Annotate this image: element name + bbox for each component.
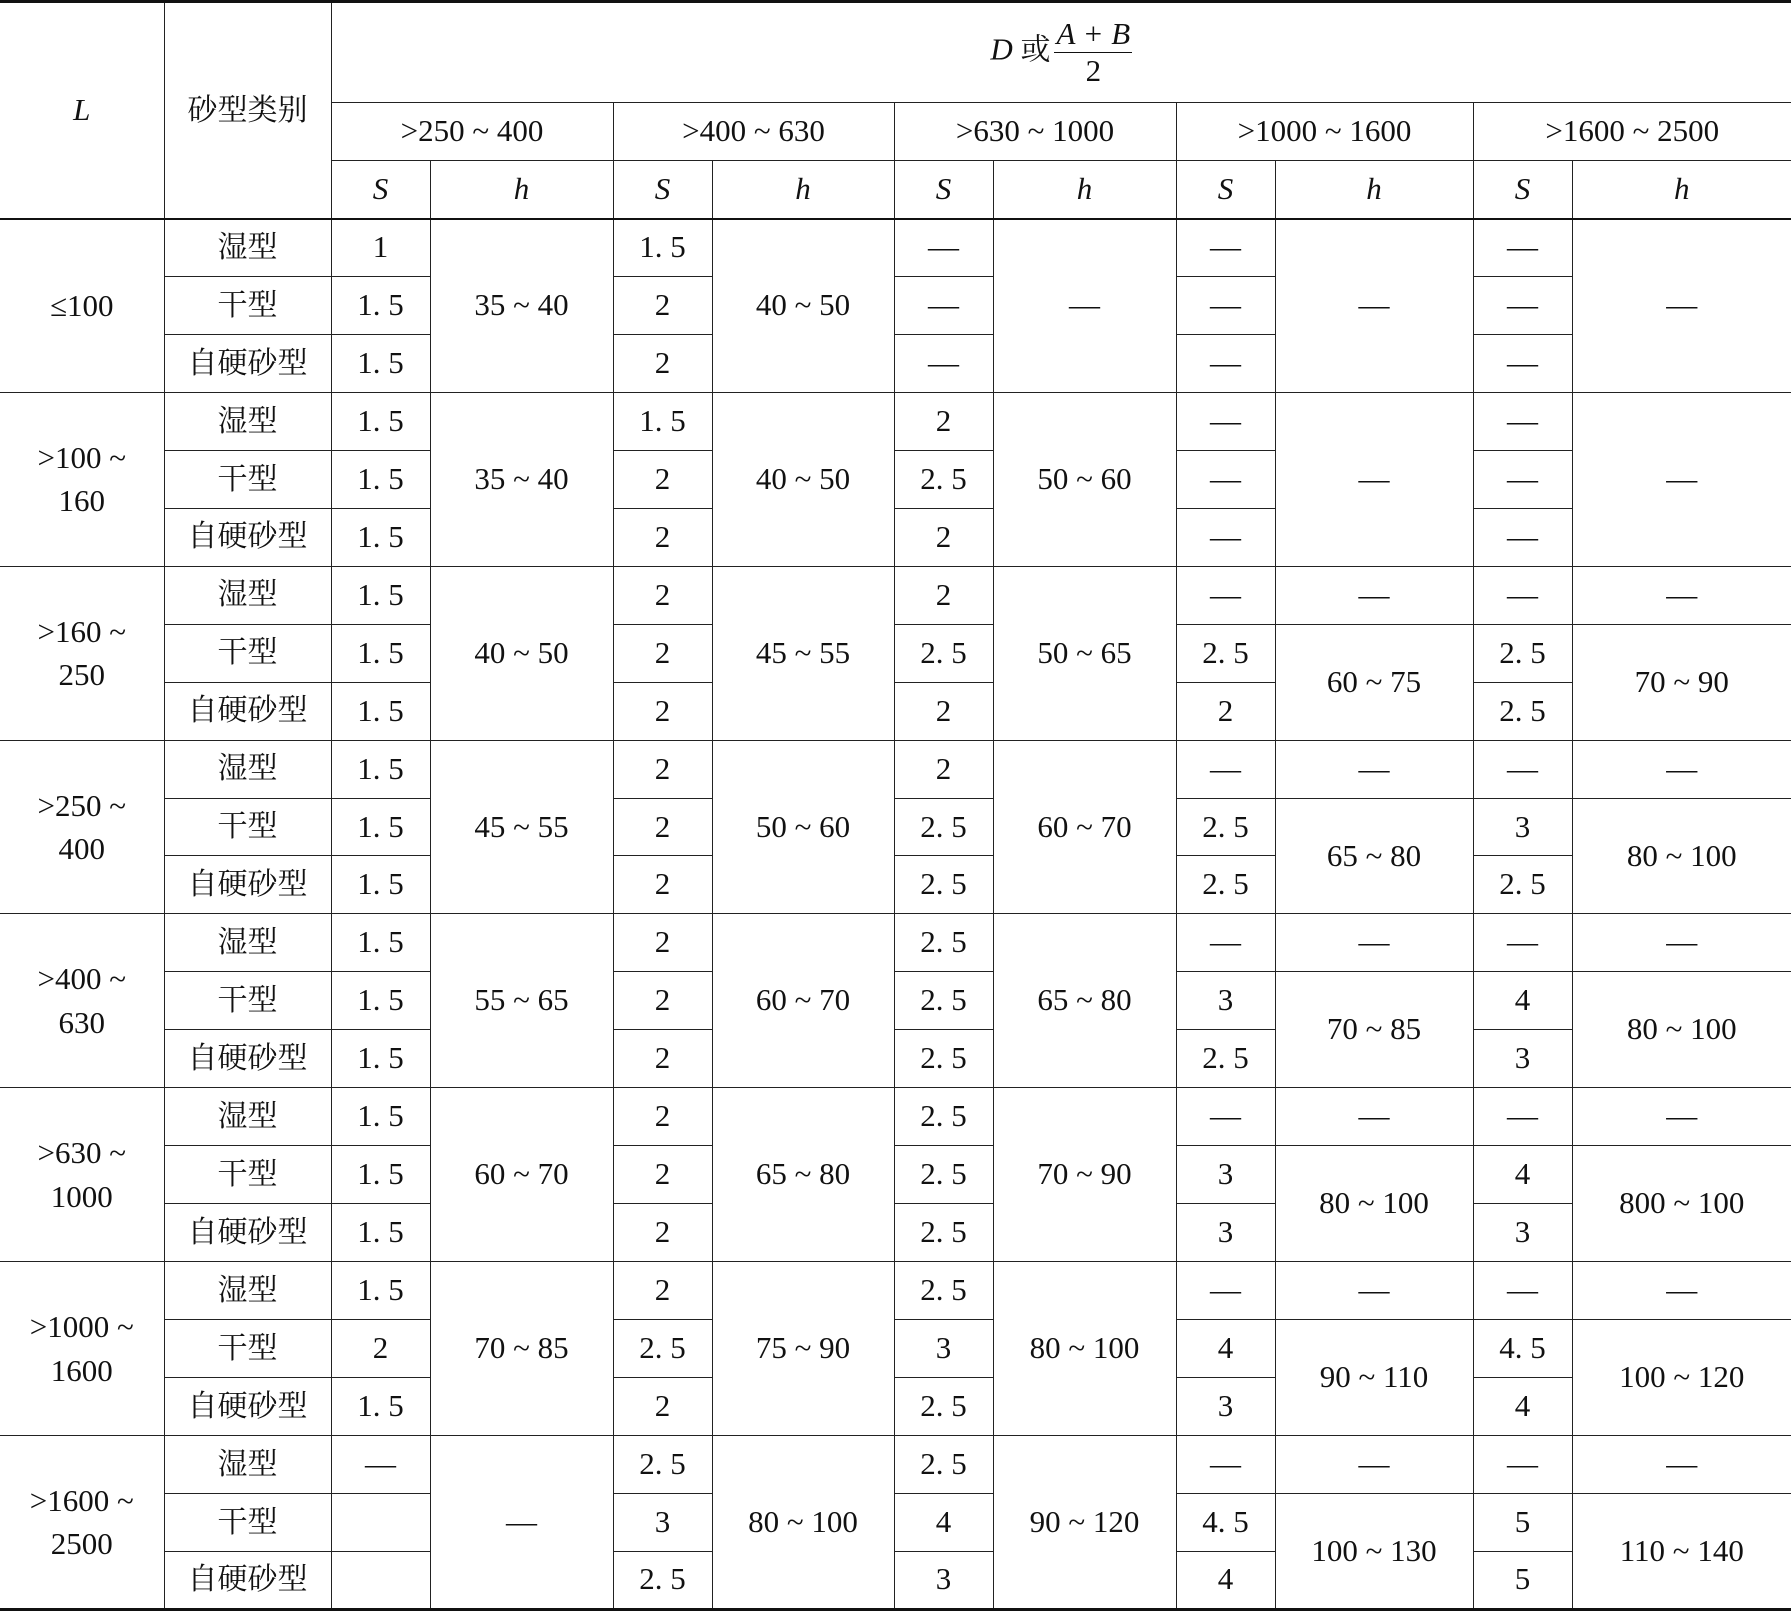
s-value-cell: 4	[1473, 1146, 1572, 1204]
s-value-cell: 2	[613, 1204, 712, 1262]
h-value-cell: 45 ~ 55	[712, 566, 894, 740]
s-value-cell: 2	[613, 914, 712, 972]
s-value-cell: —	[331, 1436, 430, 1494]
header-h-3: h	[993, 161, 1176, 219]
h-value-cell: 65 ~ 80	[993, 914, 1176, 1088]
h-value-cell: 90 ~ 120	[993, 1436, 1176, 1610]
sand-type-cell: 自硬砂型	[164, 856, 331, 914]
h-value-cell: 45 ~ 55	[430, 740, 613, 914]
s-value-cell: 2. 5	[894, 914, 993, 972]
h-value-cell: 60 ~ 70	[712, 914, 894, 1088]
table-row	[0, 219, 1791, 277]
s-value-cell: 2. 5	[1176, 798, 1275, 856]
sand-type-cell: 干型	[164, 972, 331, 1030]
s-value-cell: —	[1473, 450, 1572, 508]
l-range-cell: >160 ~ 250	[0, 566, 164, 740]
s-value-cell: 1. 5	[331, 624, 430, 682]
h-value-cell: 55 ~ 65	[430, 914, 613, 1088]
s-value-cell: 2. 5	[1176, 624, 1275, 682]
header-range-5: >1600 ~ 2500	[1473, 103, 1791, 161]
s-value-cell: 3	[1473, 1204, 1572, 1262]
s-value-cell: —	[1176, 276, 1275, 334]
s-value-cell: 2	[894, 392, 993, 450]
h-value-cell: 70 ~ 90	[993, 1088, 1176, 1262]
table-row	[0, 1551, 1791, 1609]
sand-type-cell: 湿型	[164, 914, 331, 972]
table-header	[0, 2, 1791, 219]
sand-type-cell: 自硬砂型	[164, 682, 331, 740]
table-row	[0, 1030, 1791, 1088]
h-value-cell: 110 ~ 140	[1572, 1493, 1791, 1609]
s-value-cell: 2	[613, 856, 712, 914]
s-value-cell: —	[1176, 914, 1275, 972]
table-row	[0, 1146, 1791, 1204]
sand-type-cell: 干型	[164, 450, 331, 508]
header-s-3: S	[894, 161, 993, 219]
table-row	[0, 1320, 1791, 1378]
s-value-cell: 3	[894, 1320, 993, 1378]
s-value-cell: 1. 5	[331, 392, 430, 450]
s-value-cell: 1. 5	[331, 682, 430, 740]
header-s-1: S	[331, 161, 430, 219]
h-value-cell: 65 ~ 80	[1275, 798, 1473, 914]
s-value-cell: 2. 5	[613, 1436, 712, 1494]
header-range-1: >250 ~ 400	[331, 103, 613, 161]
header-fraction	[1054, 16, 1132, 88]
s-value-cell: —	[1473, 1088, 1572, 1146]
s-value-cell: 2	[613, 798, 712, 856]
s-value-cell: 2	[894, 508, 993, 566]
s-value-cell: 2	[613, 566, 712, 624]
table-row	[0, 392, 1791, 450]
sand-type-cell: 湿型	[164, 566, 331, 624]
sand-type-cell: 湿型	[164, 1436, 331, 1494]
h-value-cell: —	[1572, 1262, 1791, 1320]
s-value-cell: —	[1176, 1088, 1275, 1146]
s-value-cell: —	[1473, 508, 1572, 566]
sand-type-cell: 湿型	[164, 219, 331, 277]
h-value-cell: 40 ~ 50	[712, 392, 894, 566]
s-value-cell: 2	[1176, 682, 1275, 740]
s-value-cell: 4. 5	[1176, 1493, 1275, 1551]
table-row	[0, 740, 1791, 798]
h-value-cell: 35 ~ 40	[430, 219, 613, 393]
s-value-cell: —	[1176, 566, 1275, 624]
s-value-cell: —	[1176, 1262, 1275, 1320]
header-fraction-numerator: A + B	[1056, 16, 1131, 52]
s-value-cell: 2. 5	[894, 856, 993, 914]
s-value-cell: 4	[1176, 1320, 1275, 1378]
h-value-cell: —	[1572, 914, 1791, 972]
s-value-cell: 1. 5	[331, 798, 430, 856]
s-value-cell: 4	[1473, 1378, 1572, 1436]
table-row	[0, 682, 1791, 740]
table-row	[0, 1204, 1791, 1262]
h-value-cell: 80 ~ 100	[1572, 798, 1791, 914]
s-value-cell	[331, 1493, 430, 1551]
s-value-cell: 1. 5	[331, 566, 430, 624]
s-value-cell: 2	[331, 1320, 430, 1378]
sand-type-cell: 自硬砂型	[164, 1378, 331, 1436]
h-value-cell: 80 ~ 100	[712, 1436, 894, 1610]
header-span-or: 或	[1020, 32, 1051, 68]
s-value-cell: —	[1473, 1436, 1572, 1494]
s-value-cell: 2. 5	[1473, 624, 1572, 682]
header-h-1: h	[430, 161, 613, 219]
s-value-cell: 3	[1473, 798, 1572, 856]
s-value-cell: 5	[1473, 1493, 1572, 1551]
s-value-cell: 2. 5	[894, 1204, 993, 1262]
s-value-cell: 1. 5	[331, 1262, 430, 1320]
sand-type-cell: 湿型	[164, 392, 331, 450]
sand-type-cell: 干型	[164, 1493, 331, 1551]
h-value-cell: 100 ~ 130	[1275, 1493, 1473, 1609]
table-row	[0, 1493, 1791, 1551]
h-value-cell: —	[993, 219, 1176, 393]
s-value-cell: 1. 5	[331, 914, 430, 972]
l-range-cell: >1000 ~ 1600	[0, 1262, 164, 1436]
s-value-cell: 5	[1473, 1551, 1572, 1609]
s-value-cell: 2. 5	[1473, 856, 1572, 914]
h-value-cell: —	[1572, 1088, 1791, 1146]
h-value-cell: 65 ~ 80	[712, 1088, 894, 1262]
s-value-cell: 2	[613, 1088, 712, 1146]
s-value-cell: 1. 5	[331, 450, 430, 508]
table-row	[0, 1262, 1791, 1320]
s-value-cell: 4	[1176, 1551, 1275, 1609]
table-row	[0, 972, 1791, 1030]
table-row	[0, 798, 1791, 856]
s-value-cell: —	[1473, 276, 1572, 334]
table-row	[0, 566, 1791, 624]
h-value-cell: —	[1275, 392, 1473, 566]
s-value-cell: 2. 5	[894, 624, 993, 682]
h-value-cell: —	[1572, 219, 1791, 393]
h-value-cell: 90 ~ 110	[1275, 1320, 1473, 1436]
s-value-cell: —	[1176, 1436, 1275, 1494]
sand-type-cell: 干型	[164, 624, 331, 682]
h-value-cell: —	[1275, 740, 1473, 798]
h-value-cell: 40 ~ 50	[430, 566, 613, 740]
s-value-cell: —	[894, 219, 993, 277]
h-value-cell: —	[1275, 219, 1473, 393]
s-value-cell: 2. 5	[894, 1436, 993, 1494]
table-row	[0, 624, 1791, 682]
s-value-cell: 1	[331, 219, 430, 277]
sand-type-cell: 自硬砂型	[164, 1030, 331, 1088]
table-row	[0, 508, 1791, 566]
l-range-cell: >1600 ~ 2500	[0, 1436, 164, 1610]
s-value-cell: 4. 5	[1473, 1320, 1572, 1378]
header-fraction-denominator: 2	[1085, 53, 1102, 88]
sand-type-cell: 湿型	[164, 1088, 331, 1146]
h-value-cell: 80 ~ 100	[1275, 1146, 1473, 1262]
header-s-4: S	[1176, 161, 1275, 219]
s-value-cell: 1. 5	[331, 1204, 430, 1262]
l-range-cell: >630 ~ 1000	[0, 1088, 164, 1262]
s-value-cell: —	[894, 334, 993, 392]
s-value-cell: 1. 5	[613, 219, 712, 277]
l-range-cell: >400 ~ 630	[0, 914, 164, 1088]
s-value-cell: 4	[1473, 972, 1572, 1030]
h-value-cell: —	[1572, 566, 1791, 624]
sand-type-cell: 自硬砂型	[164, 1204, 331, 1262]
h-value-cell: 40 ~ 50	[712, 219, 894, 393]
s-value-cell: —	[1473, 740, 1572, 798]
h-value-cell: —	[1572, 392, 1791, 566]
s-value-cell: 2	[613, 508, 712, 566]
s-value-cell: 3	[1176, 1204, 1275, 1262]
h-value-cell: 75 ~ 90	[712, 1262, 894, 1436]
s-value-cell: 1. 5	[331, 276, 430, 334]
s-value-cell: —	[1176, 334, 1275, 392]
sand-type-cell: 自硬砂型	[164, 1551, 331, 1609]
header-l: L	[0, 2, 164, 219]
s-value-cell: 2	[613, 740, 712, 798]
sand-type-cell: 干型	[164, 1146, 331, 1204]
header-range-4: >1000 ~ 1600	[1176, 103, 1473, 161]
sand-type-cell: 干型	[164, 276, 331, 334]
s-value-cell: —	[1473, 1262, 1572, 1320]
s-value-cell: 3	[1176, 1378, 1275, 1436]
s-value-cell: 1. 5	[331, 740, 430, 798]
header-range-2: >400 ~ 630	[613, 103, 894, 161]
header-s-5: S	[1473, 161, 1572, 219]
s-value-cell: 2. 5	[894, 1378, 993, 1436]
s-value-cell: 2. 5	[894, 1030, 993, 1088]
s-value-cell: 2. 5	[1473, 682, 1572, 740]
s-value-cell: 2	[613, 1030, 712, 1088]
h-value-cell: —	[1275, 1088, 1473, 1146]
header-s-2: S	[613, 161, 712, 219]
h-value-cell: 100 ~ 120	[1572, 1320, 1791, 1436]
s-value-cell: 1. 5	[613, 392, 712, 450]
h-value-cell: —	[1572, 740, 1791, 798]
table-row	[0, 334, 1791, 392]
s-value-cell	[331, 1551, 430, 1609]
h-value-cell: —	[430, 1436, 613, 1610]
s-value-cell: —	[1473, 334, 1572, 392]
sand-type-cell: 自硬砂型	[164, 508, 331, 566]
s-value-cell: —	[1176, 508, 1275, 566]
s-value-cell: 2	[613, 972, 712, 1030]
h-value-cell: 80 ~ 100	[1572, 972, 1791, 1088]
s-value-cell: 2. 5	[894, 972, 993, 1030]
s-value-cell: 2	[613, 624, 712, 682]
s-value-cell: 1. 5	[331, 1030, 430, 1088]
s-value-cell: —	[1176, 392, 1275, 450]
s-value-cell: 3	[1176, 1146, 1275, 1204]
h-value-cell: 50 ~ 65	[993, 566, 1176, 740]
h-value-cell: 50 ~ 60	[993, 392, 1176, 566]
h-value-cell: —	[1275, 566, 1473, 624]
s-value-cell: —	[1473, 219, 1572, 277]
s-value-cell: 2	[613, 334, 712, 392]
h-value-cell: 80 ~ 100	[993, 1262, 1176, 1436]
s-value-cell: 2	[613, 682, 712, 740]
s-value-cell: —	[894, 276, 993, 334]
s-value-cell: 2	[613, 276, 712, 334]
l-range-cell: >250 ~ 400	[0, 740, 164, 914]
s-value-cell: 1. 5	[331, 1146, 430, 1204]
header-range-3: >630 ~ 1000	[894, 103, 1176, 161]
s-value-cell: —	[1176, 740, 1275, 798]
h-value-cell: 50 ~ 60	[712, 740, 894, 914]
s-value-cell: 3	[894, 1551, 993, 1609]
s-value-cell: —	[1473, 914, 1572, 972]
h-value-cell: 70 ~ 85	[1275, 972, 1473, 1088]
table-row	[0, 856, 1791, 914]
s-value-cell: 3	[1176, 972, 1275, 1030]
header-span-d-symbol: D	[990, 31, 1013, 67]
sand-type-cell: 干型	[164, 798, 331, 856]
h-value-cell: 60 ~ 70	[430, 1088, 613, 1262]
h-value-cell: 60 ~ 70	[993, 740, 1176, 914]
s-value-cell: 1. 5	[331, 334, 430, 392]
table-row	[0, 1436, 1791, 1494]
s-value-cell: 2	[613, 1378, 712, 1436]
header-sand-type: 砂型类别	[164, 2, 331, 219]
s-value-cell: 2	[613, 450, 712, 508]
s-value-cell: 1. 5	[331, 1378, 430, 1436]
sand-type-cell: 自硬砂型	[164, 334, 331, 392]
s-value-cell: 4	[894, 1493, 993, 1551]
s-value-cell: 2. 5	[894, 1262, 993, 1320]
s-value-cell: —	[1473, 392, 1572, 450]
s-value-cell: 3	[1473, 1030, 1572, 1088]
s-value-cell: 1. 5	[331, 972, 430, 1030]
s-value-cell: —	[1176, 219, 1275, 277]
sand-type-cell: 湿型	[164, 740, 331, 798]
s-value-cell: 2	[613, 1146, 712, 1204]
s-value-cell: 2	[894, 740, 993, 798]
s-value-cell: 2	[894, 566, 993, 624]
sand-type-cell: 干型	[164, 1320, 331, 1378]
s-value-cell: —	[1473, 566, 1572, 624]
table-row	[0, 1378, 1791, 1436]
table-row	[0, 914, 1791, 972]
s-value-cell: 1. 5	[331, 1088, 430, 1146]
s-value-cell: 2. 5	[894, 450, 993, 508]
s-value-cell: 2. 5	[613, 1551, 712, 1609]
table-row	[0, 450, 1791, 508]
s-value-cell: 1. 5	[331, 856, 430, 914]
table-row	[0, 1088, 1791, 1146]
header-h-5: h	[1572, 161, 1791, 219]
table-row	[0, 276, 1791, 334]
h-value-cell: 70 ~ 85	[430, 1262, 613, 1436]
s-value-cell: —	[1176, 450, 1275, 508]
h-value-cell: —	[1275, 914, 1473, 972]
s-value-cell: 2. 5	[1176, 856, 1275, 914]
header-h-2: h	[712, 161, 894, 219]
l-range-cell: >100 ~ 160	[0, 392, 164, 566]
header-span-d	[331, 2, 1791, 103]
h-value-cell: 35 ~ 40	[430, 392, 613, 566]
s-value-cell: 1. 5	[331, 508, 430, 566]
l-range-cell: ≤100	[0, 219, 164, 393]
h-value-cell: —	[1275, 1436, 1473, 1494]
h-value-cell: 60 ~ 75	[1275, 624, 1473, 740]
h-value-cell: 70 ~ 90	[1572, 624, 1791, 740]
sand-type-cell: 湿型	[164, 1262, 331, 1320]
s-value-cell: 2. 5	[894, 1146, 993, 1204]
header-h-4: h	[1275, 161, 1473, 219]
h-value-cell: —	[1275, 1262, 1473, 1320]
s-value-cell: 2. 5	[894, 1088, 993, 1146]
s-value-cell: 2. 5	[1176, 1030, 1275, 1088]
h-value-cell: —	[1572, 1436, 1791, 1494]
s-value-cell: 2. 5	[613, 1320, 712, 1378]
s-value-cell: 2	[894, 682, 993, 740]
s-value-cell: 2. 5	[894, 798, 993, 856]
table-body	[0, 219, 1791, 1610]
s-value-cell: 2	[613, 1262, 712, 1320]
h-value-cell: 800 ~ 100	[1572, 1146, 1791, 1262]
s-value-cell: 3	[613, 1493, 712, 1551]
